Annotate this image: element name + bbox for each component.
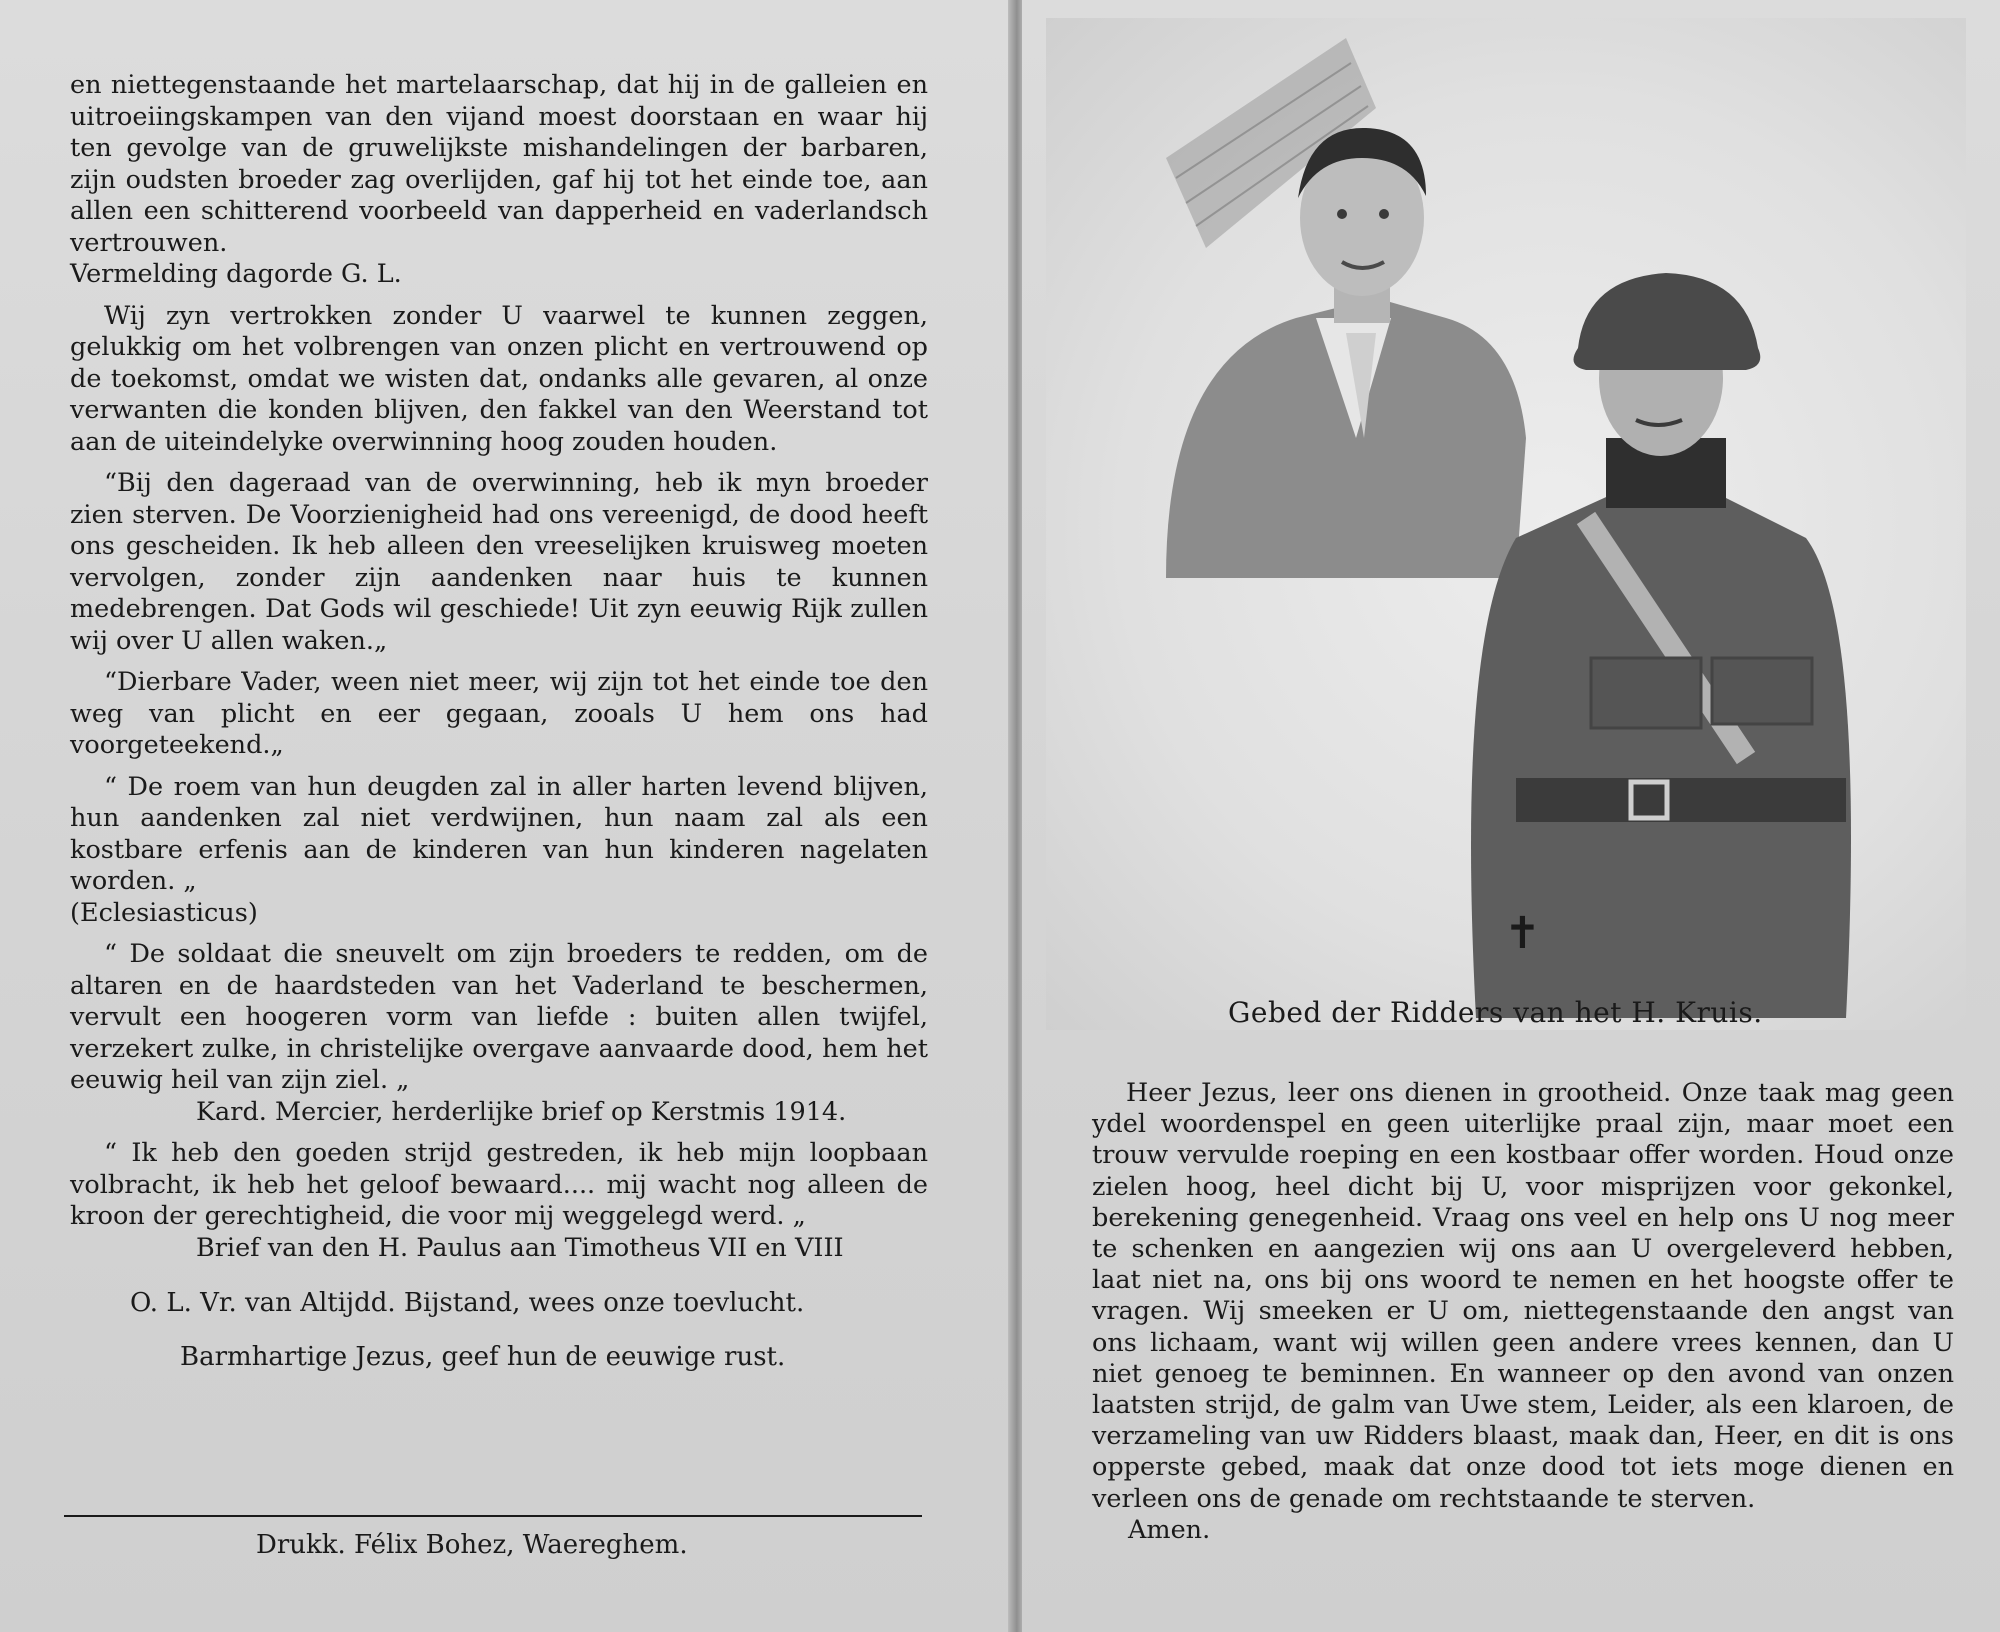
prayer-text-block [1092, 1078, 1954, 1546]
soldier [1471, 273, 1851, 1018]
left-text-block [70, 70, 928, 1264]
paragraph-4: “Dierbare Vader, ween niet meer, wij zijn tot het einde toe den weg van plicht en eer gegaan, zooals U hem ons had voorgeteekend.„ [70, 667, 928, 760]
divider-line [64, 1515, 922, 1517]
paragraph-2: Wij zyn vertrokken zonder U vaarwel te kunnen zeggen, gelukkig om het volbrengen van onzen plicht en vertrouwend op de toekomst, omdat we wisten dat, ondanks alle gevaren, al onze verwanten die konden blijven, den fakkel van den Weerstand tot aan de uiteindelyke overwinning hoog zouden houden. [70, 300, 928, 457]
paragraph-1: en niettegenstaande het martelaarschap, dat hij in de galleien en uitroeiingskampen van den vijand moest doorstaan en waar hij ten gevolge van de gruwelijkste mishandelingen der barbaren, zijn oudsten broeder zag overlijden, gaf hij tot het einde toe, aan allen een schitterend voorbeeld van dapperheid en vaderlandsch vertrouwen. [70, 70, 928, 258]
prayer-amen: Amen. [1128, 1514, 1211, 1545]
paragraph-7: “ Ik heb den goeden strijd gestreden, ik heb mijn loopbaan volbracht, ik heb het geloof bewaard.... mij wacht nog alleen de kroon der gerechtigheid, die voor mij weggelegd werd. „ [70, 1138, 928, 1231]
right-page [1022, 0, 2000, 1632]
prayer-body: Heer Jezus, leer ons dienen in grootheid. Onze taak mag geen ydel woordenspel en geen uiterlijke praal zijn, maar moet een trouw vervulde roeping en een kostbaar offer worden. Houd onze zielen hoog, heel dicht bij U, voor misprijzen voor gekonkel, berekening genegenheid. Vraag ons veel en help ons U nog meer te schenken en aangezien wij ons aan U overgeleverd hebben, laat niet na, ons bij ons woord te nemen en het hoogste offer te vragen. Wij smeeken er U om, niettegenstaande den angst van ons lichaam, want wij willen geen andere vrees kennen, dan U niet genoeg te beminnen. En wanneer op den avond van onzen laatsten strijd, de galm van Uwe stem, Leider, als een klaroen, de verzameling van uw Ridders blaast, maak dan, Heer, en dit is ons opperste gebed, maak dat onze dood tot iets moge dienen en verleen ons de genade om rechtstaande te sterven. [1092, 1078, 1954, 1514]
attribution-paulus: Brief van den H. Paulus aan Timotheus VII en VIII [196, 1232, 844, 1263]
cross-symbol: ✝ [1504, 908, 1541, 959]
closing-invocation-jesus: Barmhartige Jezus, geef hun de eeuwige rust. [180, 1342, 786, 1372]
attribution-eclesiasticus: (Eclesiasticus) [70, 897, 258, 928]
printer-credit: Drukk. Félix Bohez, Waereghem. [256, 1530, 688, 1560]
paragraph-5: “ De roem van hun deugden zal in aller harten levend blijven, hun aandenken zal niet verdwijnen, hun naam zal als een kostbare erfenis aan de kinderen van hun kinderen nagelaten worden. „ [70, 771, 928, 896]
prayer-title: Gebed der Ridders van het H. Kruis. [1228, 996, 1763, 1029]
paragraph-3: “Bij den dageraad van de overwinning, heb ik myn broeder zien sterven. De Voorzienigheid had ons vereenigd, de dood heeft ons gescheiden. Ik heb alleen den vreeselijken kruisweg moeten vervolgen, zonder zijn aandenken naar huis te kunnen medebrengen. Dat Gods wil geschiede! Uit zyn eeuwig Rijk zullen wij over U allen waken.„ [70, 468, 928, 656]
attribution-mercier: Kard. Mercier, herderlijke brief op Kerstmis 1914. [196, 1096, 847, 1127]
attribution-dagorde: Vermelding dagorde G. L. [70, 259, 402, 289]
paragraph-6: “ De soldaat die sneuvelt om zijn broeders te redden, om de altaren en de haardsteden van het Vaderland te beschermen, vervult een hoogeren vorm van liefde : buiten allen twijfel, verzekert zulke, in christelijke overgave aanvaarde dood, hem het eeuwig heil van zijn ziel. „ [70, 939, 928, 1095]
portrait-illustration [1046, 18, 1966, 1030]
portrait-photo [1046, 18, 1966, 1030]
closing-invocation-mary: O. L. Vr. van Altijdd. Bijstand, wees onze toevlucht. [130, 1288, 805, 1318]
